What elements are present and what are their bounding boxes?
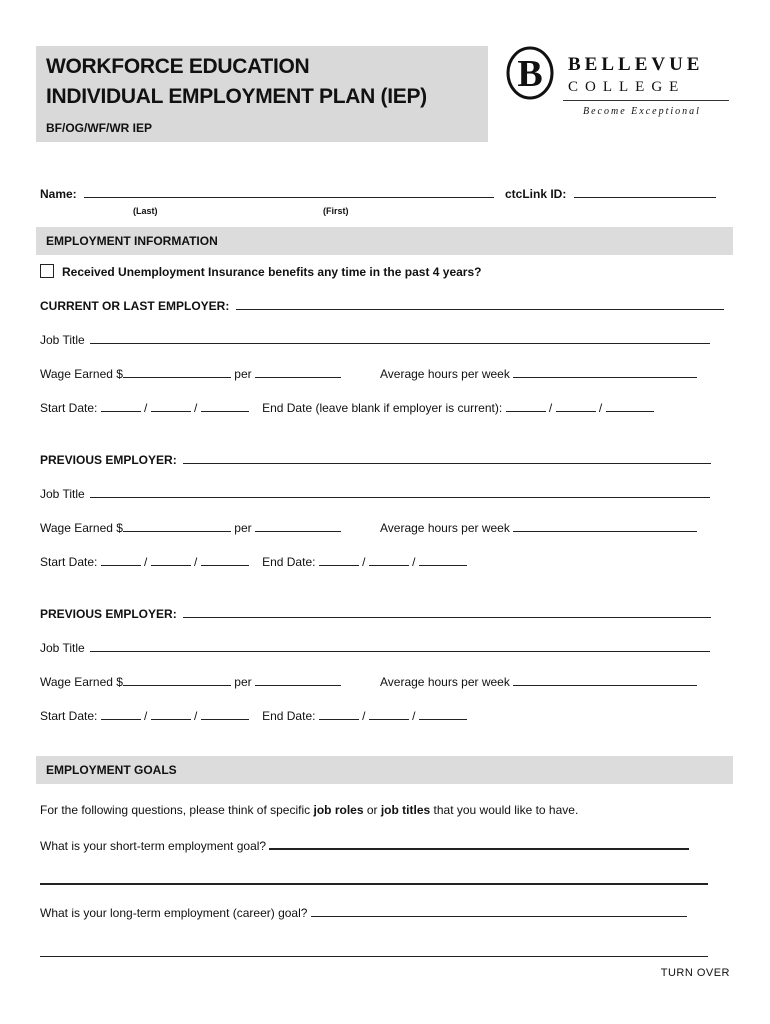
goals-intro-text-1: For the following questions, please think of specific [40, 803, 314, 817]
turn-over-note: TURN OVER [660, 967, 730, 979]
previous-2-wage-row [40, 674, 341, 689]
previous-1-hours-field[interactable] [513, 520, 697, 532]
previous-employer-label: PREVIOUS EMPLOYER: [40, 607, 177, 621]
previous-1-end-month[interactable] [319, 554, 359, 566]
logo-name: BELLEVUE [568, 54, 704, 75]
short-term-goal-extra-line[interactable] [40, 883, 708, 885]
current-start-year[interactable] [201, 400, 249, 412]
current-wage-row [40, 366, 341, 381]
previous-employer-2-row [40, 606, 711, 621]
per-label: per [234, 367, 252, 381]
current-end-month[interactable] [506, 400, 546, 412]
goals-intro-text-2: or [363, 803, 381, 817]
previous-2-end-day[interactable] [369, 708, 409, 720]
name-field[interactable] [84, 186, 494, 198]
wage-label: Wage Earned $ [40, 521, 123, 535]
first-name-hint: (First) [323, 206, 349, 216]
previous-employer-2-field[interactable] [183, 606, 711, 618]
job-title-label: Job Title [40, 333, 85, 347]
goals-intro-job-titles: job titles [380, 803, 431, 817]
current-start-month[interactable] [101, 400, 141, 412]
current-job-title-field[interactable] [90, 332, 710, 344]
wage-label: Wage Earned $ [40, 675, 123, 689]
current-wage-period-field[interactable] [255, 366, 341, 378]
current-employer-field[interactable] [236, 298, 724, 310]
current-job-title-row [40, 332, 710, 347]
long-term-goal-field[interactable] [311, 905, 687, 917]
logo-tagline: Become Exceptional [583, 106, 701, 117]
long-term-goal-row [40, 905, 687, 920]
hours-label: Average hours per week [380, 675, 510, 689]
previous-employer-label: PREVIOUS EMPLOYER: [40, 453, 177, 467]
previous-1-end-day[interactable] [369, 554, 409, 566]
previous-1-dates-row: Start Date: / / End Date: / / [40, 554, 467, 569]
form-title-line-1: WORKFORCE EDUCATION [46, 55, 310, 78]
logo-sub: COLLEGE [568, 79, 686, 95]
job-title-label: Job Title [40, 641, 85, 655]
wage-label: Wage Earned $ [40, 367, 123, 381]
ui-benefits-row [40, 264, 481, 279]
employment-information-heading: EMPLOYMENT INFORMATION [36, 227, 733, 255]
previous-1-job-title-row [40, 486, 710, 501]
goals-intro-text-3: that you would like to have. [430, 803, 579, 817]
ui-benefits-label: Received Unemployment Insurance benefits any time in the past 4 years? [62, 265, 482, 279]
previous-1-start-day[interactable] [151, 554, 191, 566]
goals-intro-job-roles: job roles [313, 803, 364, 817]
current-employer-row [40, 298, 724, 313]
previous-2-job-title-field[interactable] [90, 640, 710, 652]
previous-2-hours-field[interactable] [513, 674, 697, 686]
long-term-goal-label: What is your long-term employment (career) goal? [40, 906, 308, 920]
previous-1-wage-field[interactable] [123, 520, 231, 532]
name-row [40, 186, 494, 201]
previous-2-job-title-row [40, 640, 710, 655]
current-end-day[interactable] [556, 400, 596, 412]
short-term-goal-field[interactable] [269, 837, 689, 850]
title-box [36, 46, 488, 142]
previous-2-end-month[interactable] [319, 708, 359, 720]
end-date-label: End Date (leave blank if employer is current): [262, 401, 503, 415]
logo-letter: B [517, 53, 543, 95]
previous-1-job-title-field[interactable] [90, 486, 710, 498]
short-term-goal-row [40, 837, 689, 853]
long-term-goal-extra-line[interactable] [40, 956, 708, 957]
previous-1-start-year[interactable] [201, 554, 249, 566]
previous-employer-1-row [40, 452, 711, 467]
bellevue-logo-icon [505, 46, 555, 100]
current-end-year[interactable] [606, 400, 654, 412]
per-label: per [234, 521, 252, 535]
previous-1-wage-period-field[interactable] [255, 520, 341, 532]
short-term-goal-label: What is your short-term employment goal? [40, 839, 267, 853]
start-date-label: Start Date: [40, 555, 98, 569]
last-name-hint: (Last) [133, 206, 158, 216]
per-label: per [234, 675, 252, 689]
previous-1-end-year[interactable] [419, 554, 467, 566]
previous-2-start-month[interactable] [101, 708, 141, 720]
current-hours-row [380, 366, 697, 381]
previous-2-wage-period-field[interactable] [255, 674, 341, 686]
employment-goals-heading: EMPLOYMENT GOALS [36, 756, 733, 784]
ctclink-row [505, 186, 716, 201]
form-subtitle: BF/OG/WF/WR IEP [46, 121, 152, 135]
end-date-label: End Date: [262, 709, 316, 723]
logo-divider [563, 100, 729, 101]
start-date-label: Start Date: [40, 401, 98, 415]
previous-2-dates-row: Start Date: / / End Date: / / [40, 708, 467, 723]
previous-2-start-day[interactable] [151, 708, 191, 720]
current-dates-row: Start Date: / / End Date (leave blank if employer is current): / / [40, 400, 654, 415]
previous-2-wage-field[interactable] [123, 674, 231, 686]
previous-2-end-year[interactable] [419, 708, 467, 720]
ui-benefits-checkbox[interactable] [40, 264, 54, 278]
ctclink-field[interactable] [574, 186, 716, 198]
goals-intro [40, 803, 578, 817]
name-label: Name: [40, 187, 77, 201]
previous-1-wage-row [40, 520, 341, 535]
previous-2-start-year[interactable] [201, 708, 249, 720]
previous-1-start-month[interactable] [101, 554, 141, 566]
previous-1-hours-row [380, 520, 697, 535]
current-start-day[interactable] [151, 400, 191, 412]
form-title-line-2: INDIVIDUAL EMPLOYMENT PLAN (IEP) [46, 85, 427, 108]
current-wage-field[interactable] [123, 366, 231, 378]
ctclink-label: ctcLink ID: [505, 187, 567, 201]
current-employer-label: CURRENT OR LAST EMPLOYER: [40, 299, 230, 313]
end-date-label: End Date: [262, 555, 316, 569]
start-date-label: Start Date: [40, 709, 98, 723]
hours-label: Average hours per week [380, 521, 510, 535]
job-title-label: Job Title [40, 487, 85, 501]
hours-label: Average hours per week [380, 367, 510, 381]
previous-employer-1-field[interactable] [183, 452, 711, 464]
previous-2-hours-row [380, 674, 697, 689]
current-hours-field[interactable] [513, 366, 697, 378]
